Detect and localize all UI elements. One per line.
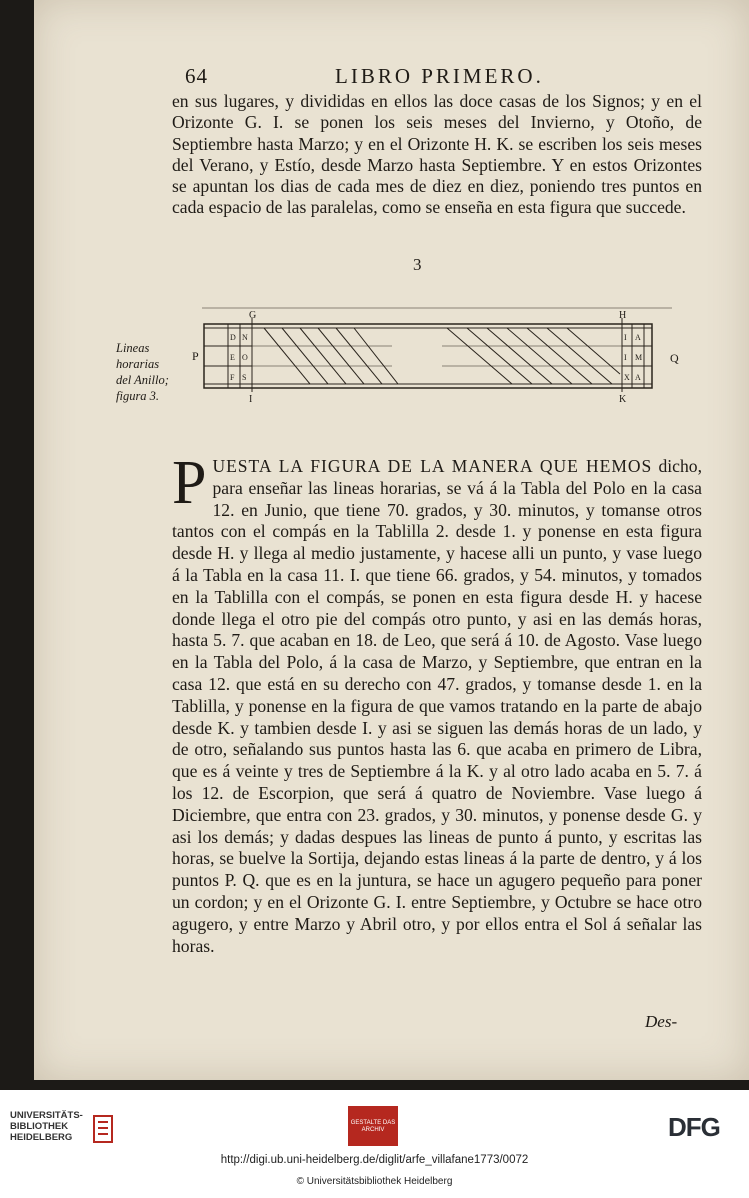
figure-label-i: I xyxy=(249,394,253,404)
copyright-notice: © Universitätsbibliothek Heidelberg xyxy=(296,1176,453,1187)
library-mark-icon xyxy=(90,1112,116,1148)
left-month-6: S xyxy=(242,373,247,382)
right-month-6: A xyxy=(635,373,641,382)
running-title: LIBRO PRIMERO. xyxy=(335,64,544,88)
drop-cap: P xyxy=(172,449,207,517)
left-month-1: D xyxy=(230,333,236,342)
page-header xyxy=(185,64,705,90)
paragraph-2 xyxy=(172,449,702,957)
margin-note: Lineas horarias del Anillo; figura 3. xyxy=(116,341,169,403)
figure-number: 3 xyxy=(413,255,422,274)
library-name: UNIVERSITÄTS- BIBLIOTHEK HEIDELBERG xyxy=(10,1110,83,1143)
catchword: Des- xyxy=(645,1012,678,1031)
left-month-2: N xyxy=(242,333,248,342)
right-month-4: M xyxy=(635,353,643,362)
left-month-3: E xyxy=(230,353,235,362)
paragraph-1: en sus lugares, y divididas en ellos las doce casas de los Signos; y en el Orizonte G. I. se ponen los seis meses del Invierno, y Otoño, de Septiembre hasta Marzo; y en el Orizonte H. K. se escriben los seis meses del Verano, y Estío, desde Marzo hasta Septiembre. Y en estos Orizontes se apuntan los dias de cada mes de diez en diez, poniendo tres puntos en cada espacio de las paralelas, como se enseña en esta figura que succede. xyxy=(172,91,702,218)
lead-caps: UESTA LA FIGURA DE LA MANERA QUE HEMOS xyxy=(212,456,653,476)
source-url[interactable]: http://digi.ub.uni-heidelberg.de/diglit/arfe_villafane1773/0072 xyxy=(220,1154,529,1166)
library-logo[interactable] xyxy=(10,1110,130,1143)
right-month-3: I xyxy=(624,353,627,362)
right-month-2: A xyxy=(635,333,641,342)
figure-label-g: G xyxy=(249,310,257,321)
right-month-1: I xyxy=(624,333,627,342)
paragraph-2-body: dicho, para enseñar las lineas horarias, se vá á la Tabla del Polo en la casa 12. en Junio, que tiene 70. grados, y 30. minutos, y tomanse otros tantos con el compás en la Tablilla 2. desde 1. y ponense en esta figura desde H. y llega al medio justamente, y hacese alli un punto, y vase luego á la Tabla en la casa 11. I. que tiene 66. grados, y 54. minutos, y tomados en la Tablilla con el compás, se ponen en esta figura desde H. y hacese donde llega el otro pie del compás otro punto, y asi en las demás horas, hasta 5. 7. que acaban en 18. de Leo, que será á 10. de Agosto. Vase luego en la Tabla del Polo, á la casa de Marzo, y Septiembre, que entran en la casa 12. que está en su derecho con 47. grados, y tomanse desde 1. en la Tablilla, y ponense en la figura de que vamos tratando en la parte de abajo desde K. y tambien desde I. y asi se siguen las demás horas de un lado, y de otro, señalando sus puntos hasta las 6. que acaba en primero de Libra, que es á veinte y tres de Septiembre á la K. y al otro lado acaba en 5. 7. á los 12. de Escorpion, que será á quatro de Noviembre. Vase luego á Diciembre, que entra con 23. grados, y 30. minutos, y ponense desde G. y asi los demás; y dadas despues las lineas de punto á punto, y escritas las horas, se buelve la Sortija, dejando estas lineas á la parte de dentro, y á los puntos P. Q. que es en la juntura, se hace un agugero pequeño para poner un cordon; y en el Orizonte G. I. entre Septiembre, y Octubre se hace otro agugero, y entre Marzo y Abril otro, y por ellos entra el Sol á señalar las horas. xyxy=(172,456,702,956)
dfg-logo[interactable]: DFG xyxy=(668,1112,720,1142)
right-month-5: X xyxy=(624,373,630,382)
hour-lines-figure xyxy=(192,300,682,404)
archive-logo[interactable] xyxy=(348,1106,398,1146)
archive-logo-text: GESTALTE DAS ARCHIV xyxy=(350,1120,396,1133)
left-month-4: O xyxy=(242,353,248,362)
figure-label-k: K xyxy=(619,394,627,404)
left-month-5: F xyxy=(230,373,235,382)
figure-label-p: P xyxy=(192,349,199,363)
page-number: 64 xyxy=(185,64,208,88)
figure-label-h: H xyxy=(619,310,627,321)
figure-label-q: Q xyxy=(670,351,679,365)
viewer-footer xyxy=(0,1106,749,1198)
